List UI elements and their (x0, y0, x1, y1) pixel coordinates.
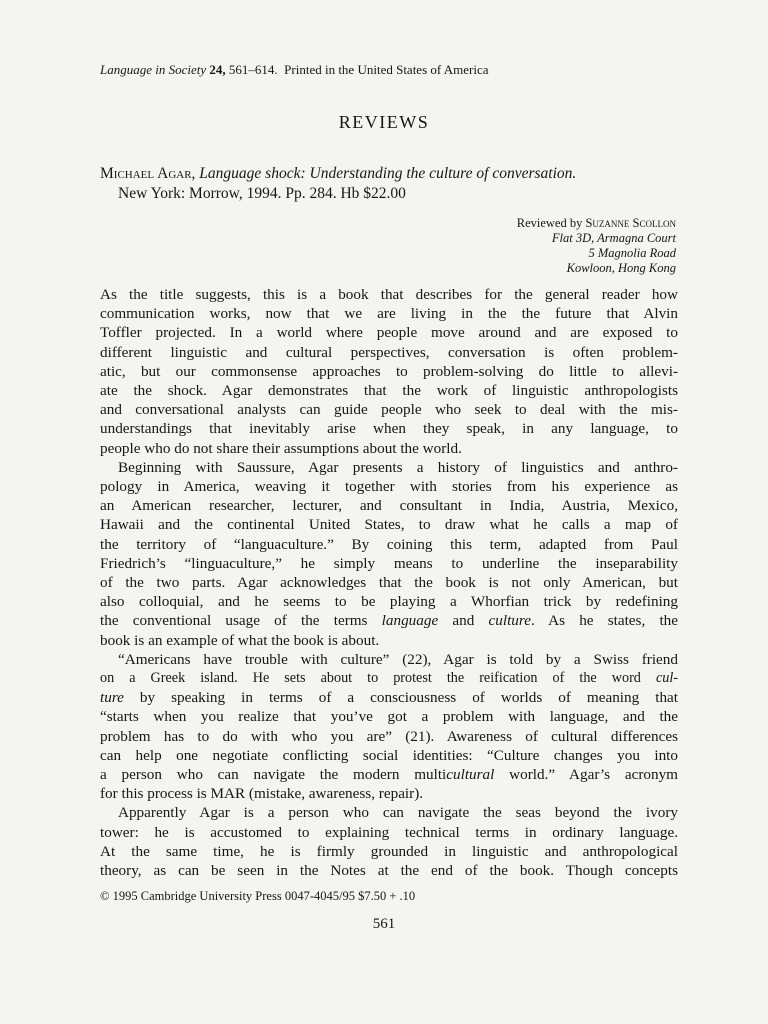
reviewer-address-line: Kowloon, Hong Kong (566, 261, 676, 275)
text-run: on a Greek island. He sets about to protest the reification of the word (100, 670, 656, 687)
journal-volume: 24, (209, 62, 226, 77)
text-run: . As he states, the (530, 612, 679, 630)
book-publication: New York: Morrow, 1994. Pp. 284. Hb $22.00 (118, 185, 406, 202)
body-line: people who do not share their assumptions about the world. (100, 439, 462, 457)
body-line (100, 688, 678, 707)
text-run: culture (488, 612, 531, 630)
body-line: Beginning with Saussure, Agar presents a history of linguistics and anthro- (118, 458, 678, 476)
body-line: Friedrich’s “linguaculture,” he simply means to underline the inseparability (100, 554, 678, 572)
body-line: atic, but our commonsense approaches to problem-solving do little to allevi- (100, 362, 678, 380)
book-citation (100, 164, 680, 204)
body-line: an American researcher, lecturer, and consultant in India, Austria, Mexico, (100, 497, 678, 515)
printed-note: Printed in the United States of America (284, 62, 489, 77)
body-line: book is an example of what the book is about. (100, 631, 380, 649)
reviewer-address-line: 5 Magnolia Road (588, 246, 676, 260)
body-line: communication works, now that we are living in the the future that Alvin (100, 305, 678, 323)
body-line: for this process is MAR (mistake, awareness, repair). (100, 785, 424, 803)
body-line: Toffler projected. In a world where people move around and are exposed to (100, 324, 678, 342)
text-run: by speaking in terms of a consciousness of worlds of meaning that (123, 689, 678, 707)
running-header (100, 62, 680, 78)
body-line: understandings that inevitably arise when they speak, in any language, to (100, 420, 678, 438)
body-line: theory, as can be seen in the Notes at the end of the book. Though concepts (100, 862, 678, 880)
body-line: different linguistic and cultural perspectives, conversation is often problem- (100, 343, 678, 361)
body-line: can help one negotiate conflicting social identities: “Culture changes you into (100, 746, 678, 764)
text-run: cul- (655, 670, 678, 687)
journal-name: Language in Society (100, 62, 207, 77)
book-author: Michael Agar, (100, 165, 196, 182)
body-line: problem has to do with who you are” (21). Awareness of cultural differences (100, 727, 678, 745)
reviewer-address-line: Flat 3D, Armagna Court (551, 231, 676, 245)
page-number: 561 (372, 916, 396, 932)
journal-pages: 561–614. (228, 62, 278, 77)
body-line: pology in America, weaving it together with stories from his experience as (100, 478, 678, 496)
reviewer-name: Suzanne Scollon (585, 216, 676, 230)
text-run: language (381, 612, 439, 630)
text-run: and (438, 612, 489, 630)
body-line (100, 765, 678, 784)
body-line: and conversational analysts can guide people who seek to deal with the mis- (100, 401, 678, 419)
body-line: As the title suggests, this is a book that describes for the general reader how (100, 286, 678, 303)
body-line: also colloquial, and he seems to be playing a Whorfian trick by redefining (100, 593, 678, 611)
text-run: the conventional usage of the terms (100, 612, 382, 630)
body-line: of the two parts. Agar acknowledges that the book is not only American, but (100, 574, 678, 592)
copyright-footer: © 1995 Cambridge University Press 0047-4045/95 $7.50 + .10 (100, 889, 416, 903)
text-run: world.” Agar’s acronym (494, 766, 678, 784)
body-line: Apparently Agar is a person who can navigate the seas beyond the ivory (118, 804, 678, 822)
body-line: ate the shock. Agar demonstrates that the work of linguistic anthropologists (100, 382, 678, 400)
body-line (100, 669, 678, 688)
body-line (100, 611, 678, 630)
reviewer-label: Reviewed by (516, 216, 583, 230)
book-title: Language shock: Understanding the culture of conversation. (199, 165, 577, 182)
reviewer-block (376, 216, 676, 276)
review-body (100, 285, 678, 880)
body-line: At the same time, he is firmly grounded in linguistic and anthropological (100, 842, 678, 860)
body-line: “starts when you realize that you’ve got a problem with language, and the (100, 708, 678, 726)
body-line: “Americans have trouble with culture” (22), Agar is told by a Swiss friend (118, 650, 678, 668)
body-line: tower: he is accustomed to explaining technical terms in ordinary language. (100, 823, 678, 841)
body-line: Hawaii and the continental United States, to draw what he calls a map of (100, 516, 678, 534)
body-line: the territory of “languaculture.” By coining this term, adapted from Paul (100, 535, 678, 553)
section-title: REVIEWS (338, 112, 430, 132)
text-run: ture (100, 689, 124, 707)
text-run: cultural (446, 766, 495, 784)
text-run: a person who can navigate the modern multi (100, 766, 447, 784)
